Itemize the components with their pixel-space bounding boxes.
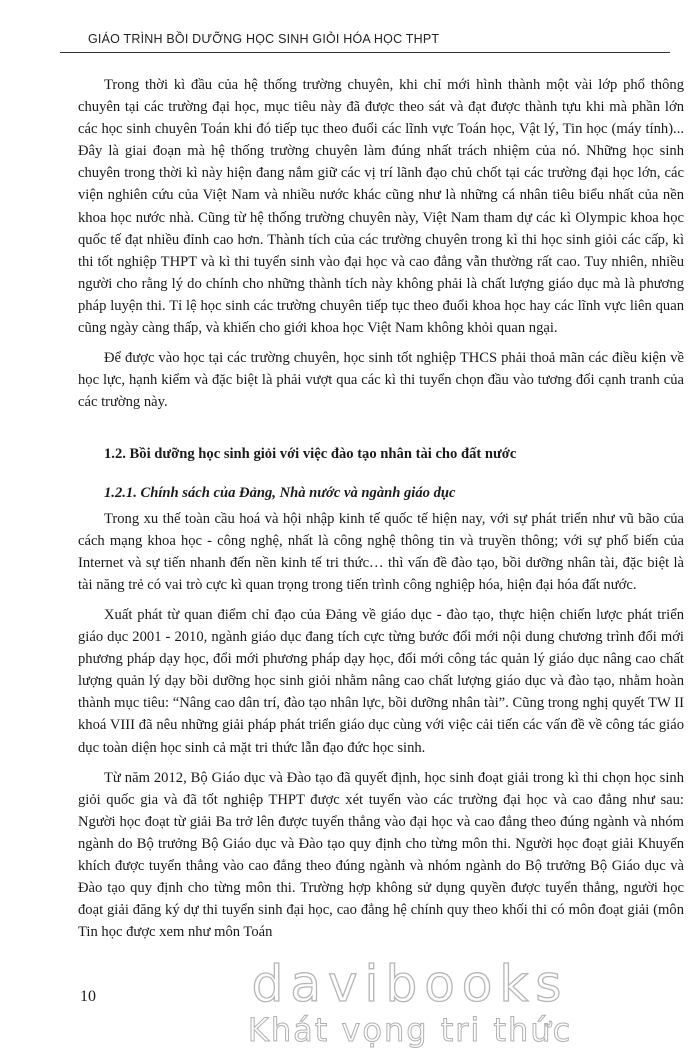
paragraph: Trong thời kì đầu của hệ thống trường chuyên, khi chỉ mới hình thành một vài lớp phổ thông chuyên tại các trường đại học, mục tiêu này đã được theo sát và đạt được thành tựu khi mà phần lớn các học sinh chuyên Toán khi đó tiếp tục theo đuổi các lĩnh vực Toán học, Vật lý, Tin học (máy tính)... Đây là giai đoạn mà hệ thống trường chuyên làm đúng nhất trách nhiệm của nó. Những học sinh chuyên trong thời kì này hiện đang nắm giữ các vị trí lãnh đạo chủ chốt tại các trường đại học lớn, các viện nghiên cứu của Việt Nam và nhiều nước khác cũng như là những cá nhân tiêu biểu nhất của nền khoa học nước nhà. Cũng từ hệ thống trường chuyên này, Việt Nam tham dự các kì Olympic khoa học quốc tế đạt nhiều đỉnh cao hơn. Thành tích của các trường chuyên trong kì thi học sinh giỏi các cấp, kì thi tốt nghiệp THPT và kì thi tuyển sinh vào đại học và cao đẳng vẫn thường rất cao. Tuy nhiên, nhiều người cho rằng lý do chính cho những thành tích này không phải là chất lượng giáo dục mà là phương pháp luyện thi. Tỉ lệ học sinh các trường chuyên tiếp tục theo đuổi khoa học hay các lĩnh vực liên quan cũng ngày càng thấp, và khiến cho giới khoa học Việt Nam không khỏi quan ngại.: [78, 77, 684, 337]
paragraph: Trong xu thế toàn cầu hoá và hội nhập kinh tế quốc tế hiện nay, với sự phát triển như vũ bão của cách mạng khoa học - công nghệ, nhất là công nghệ thông tin và truyền thông; với sự phổ biến của Internet và sự tiến nhanh đến nền kinh tế tri thức… thì vấn đề đào tạo, bồi dưỡng nhân tài, đặc biệt là tài năng trẻ có vai trò cực kì quan trọng trong tiến trình công nghiệp hóa, hiện đại hóa đất nước.: [78, 510, 684, 593]
section-heading: 1.2. Bồi dưỡng học sinh giỏi với việc đào tạo nhân tài cho đất nước: [104, 446, 517, 463]
paragraph: Xuất phát từ quan điểm chỉ đạo của Đảng về giáo dục - đào tạo, thực hiện chiến lược phát triển giáo dục 2001 - 2010, ngành giáo dục đang tích cực từng bước đổi mới nội dung chương trình đổi mới phương pháp dạy học, đổi mới phương pháp dạy học, đổi mới công tác quản lý giáo dục nâng cao chất lượng quản lý dạy bồi dưỡng học sinh giỏi nhằm nâng cao chất lượng giáo dục và đào tạo, nhằm hoàn thành mục tiêu: “Nâng cao dân trí, đào tạo nhân lực, bồi dưỡng nhân tài”. Cũng trong nghị quyết TW II khoá VIII đã nêu những giải pháp phát triển giáo dục cùng với việc cải tiến các vấn đề về công tác giáo dục toàn diện học sinh cả mặt tri thức lẫn đạo đức học sinh.: [78, 606, 684, 756]
header-divider: [60, 52, 670, 53]
running-header: GIÁO TRÌNH BỒI DƯỠNG HỌC SINH GIỎI HÓA HỌC THPT: [88, 32, 440, 46]
paragraph: Để được vào học tại các trường chuyên, học sinh tốt nghiệp THCS phải thoả mãn các điều kiện về học lực, hạnh kiểm và đặc biệt là phải vượt qua các kì thi tuyển chọn đầu vào tương đối cạnh tranh của các trường này.: [78, 350, 684, 411]
page-content: [78, 74, 684, 951]
watermark-brand: davibooks: [251, 955, 569, 1013]
watermark-slogan: Khát vọng tri thức: [247, 1011, 573, 1049]
watermark: [150, 955, 670, 1050]
subsection-heading: 1.2.1. Chính sách của Đảng, Nhà nước và ngành giáo dục: [104, 484, 456, 501]
paragraph: Từ năm 2012, Bộ Giáo dục và Đào tạo đã quyết định, học sinh đoạt giải trong kì thi chọn học sinh giỏi quốc gia và đã tốt nghiệp THPT được xét tuyển vào các trường đại học và cao đẳng như sau: Người học đoạt từ giải Ba trở lên được tuyển thẳng vào đại học và cao đẳng theo đúng ngành và nhóm ngành do Bộ trưởng Bộ Giáo dục và Đào tạo quy định cho từng môn thi. Người học đoạt giải Khuyến khích được tuyển thẳng vào cao đẳng theo đúng ngành và nhóm ngành do Bộ trưởng Bộ Giáo dục và Đào tạo quy định cho từng môn thi. Trường hợp không sử dụng quyền được tuyển thẳng, người học đoạt giải đăng ký dự thi tuyển sinh đại học, cao đẳng hệ chính quy theo khối thi có môn đoạt giải (môn Tin học được xem như môn Toán: [78, 769, 684, 941]
page-number: 10: [80, 988, 96, 1005]
